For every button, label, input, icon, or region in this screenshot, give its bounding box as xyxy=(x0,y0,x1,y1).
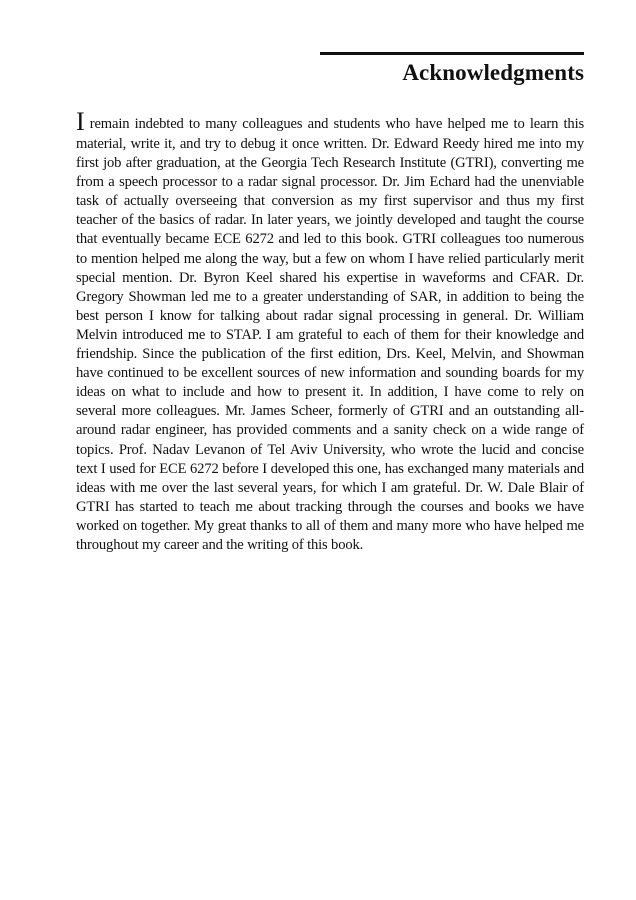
page-title: Acknowledgments xyxy=(402,60,584,85)
drop-cap-letter: I xyxy=(76,107,85,136)
heading-rule xyxy=(320,52,584,55)
paragraph-body: remain indebted to many colleagues and students who have helped me to learn this material, write it, and try to debug it once written. Dr. Edward Reedy hired me into my first job after graduation, at the Georgia Tech Research Institute (GTRI), converting me from a speech processor to a radar signal processor. Dr. Jim Echard had the unenviable task of actually overseeing that conversion as my first supervisor and thus my first teacher of the basics of radar. In later years, we jointly developed and taught the course that eventually became ECE 6272 and led to this book. GTRI colleagues too numerous to mention helped me along the way, but a few on whom I have relied particularly merit special mention. Dr. Byron Keel shared his expertise in waveforms and CFAR. Dr. Gregory Showman led me to a greater understanding of SAR, in addition to being the best person I know for talking about radar signal processing in general. Dr. William Melvin introduced me to STAP. I am grateful to each of them for their knowledge and friendship. Since the publication of the first edition, Drs. Keel, Melvin, and Showman have continued to be excellent sources of new information and sounding boards for my ideas on what to include and how to present it. In addition, I have come to rely on several more colleagues. Mr. James Scheer, formerly of GTRI and an outstanding all-around radar engineer, has provided comments and a sanity check on a wide range of topics. Prof. Nadav Levanon of Tel Aviv University, who wrote the lucid and concise text I used for ECE 6272 before I developed this one, has exchanged many materials and ideas with me over the last several years, for which I am grateful. Dr. W. Dale Blair of GTRI has started to teach me about tracking through the courses and books we have worked on together. My great thanks to all of them and many more who have helped me throughout my career and the writing of this book. xyxy=(76,116,584,553)
acknowledgments-paragraph xyxy=(76,109,584,555)
